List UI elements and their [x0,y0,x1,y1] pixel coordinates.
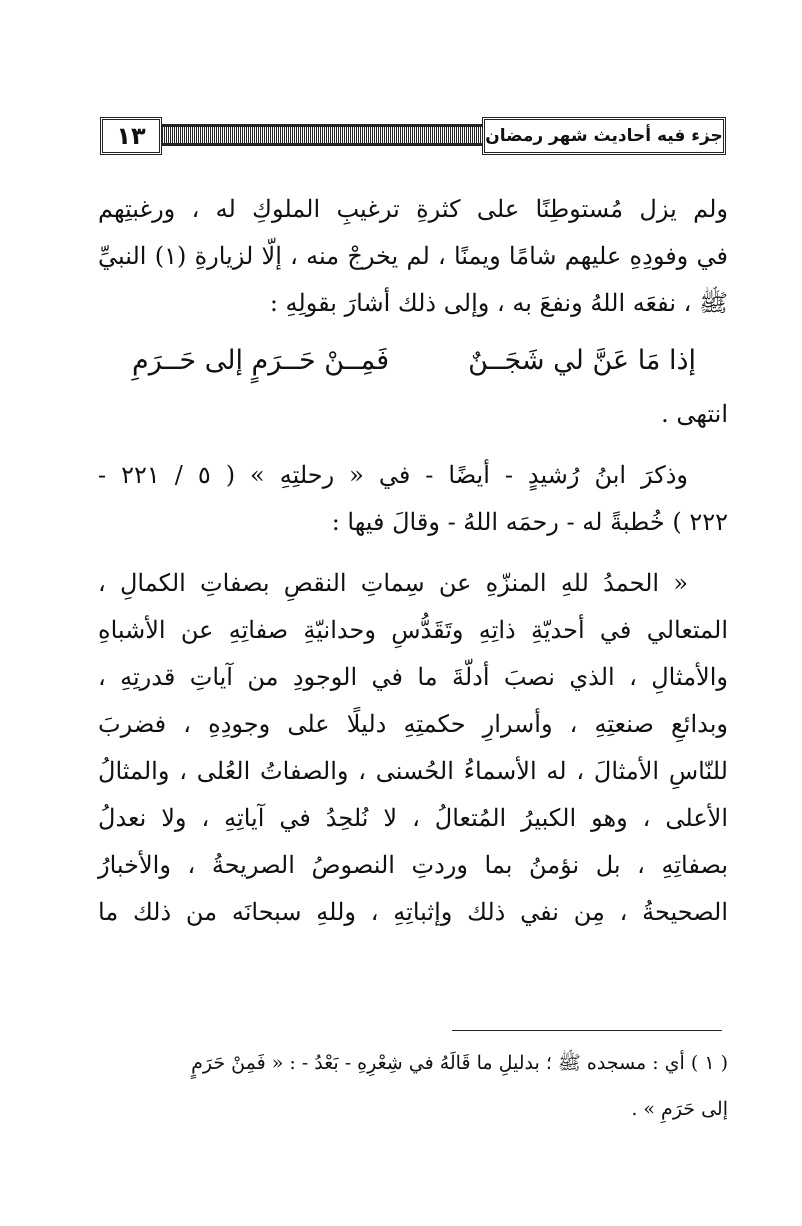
running-title: جزء فيه أحاديث شهر رمضان [482,117,726,155]
text-line: ﷺ ، نفعَه اللهُ ونفعَ به ، وإلى ذلك أشارَ بقولِهِ : [269,289,728,317]
text-line: بصفاتِهِ ، بل نؤمنُ بما وردتِ النصوصُ الصريحةُ ، والأخبارُ [98,851,728,879]
verse-end-note: انتهى . [661,400,728,428]
poem-verse [98,331,728,391]
footnote-line: ( ١ ) أي : مسجده ﷺ ؛ بدليلِ ما قَالَهُ في شِعْرِهِ - بَعْدُ - : « فَمِنْ حَرَمٍ [191,1052,728,1074]
text-line: الصحيحةُ ، مِن نفي ذلك وإثباتِهِ ، وللهِ سبحانَه من ذلك ما [98,898,728,926]
footnotes [98,1040,728,1132]
text-line: وبدائعِ صنعتِهِ ، وأسرارِ حكمتِهِ دليلًا على وجودِهِ ، فضربَ [98,710,728,738]
text-line: ٢٢٢ ) خُطبةً له - رحمَه اللهُ - وقالَ فيها : [331,508,728,536]
page-number: ١٣ [100,117,162,155]
header-ornament-band [162,124,482,146]
verse-first-hemistich: إذا مَا عَنَّ لي شَجَــنٌ [468,345,696,376]
text-line: « الحمدُ للهِ المنزّهِ عن سِماتِ النقصِ بصفاتِ الكمالِ ، [98,569,688,597]
text-line: والأمثالِ ، الذي نصبَ أدلّةَ ما في الوجودِ من آياتِ قدرتِهِ ، [98,663,728,691]
footnote-line: إلى حَرَمِ » . [631,1098,728,1120]
text-line: وذكرَ ابنُ رُشيدٍ - أيضًا - في « رحلتِهِ » ( ٥ / ٢٢١ - [98,461,688,489]
text-line: ولم يزل مُستوطِنًا على كثرةِ ترغيبِ الملوكِ له ، ورغبتِهم [98,195,728,223]
main-text [98,186,728,936]
footnote-separator [452,1030,722,1031]
verse-second-hemistich: فَمِــنْ حَــرَمٍ إلى حَــرَمِ [132,345,390,376]
text-line: الأعلى ، وهو الكبيرُ المُتعالُ ، لا نُلحِدُ في آياتِهِ ، ولا نعدلُ [98,804,728,832]
text-line: المتعالي في أحديّةِ ذاتِهِ وتَقَدُّسِ وحدانيّةِ صفاتِهِ عن الأشباهِ [98,616,728,644]
text-line: في وفودِهِ عليهم شامًا ويمنًا ، لم يخرجْ منه ، إلّا لزيارةِ (١) النبيِّ [98,242,728,270]
text-line: للنّاسِ الأمثالَ ، له الأسماءُ الحُسنى ، والصفاتُ العُلى ، والمثالُ [98,757,728,785]
page-header [100,117,726,157]
